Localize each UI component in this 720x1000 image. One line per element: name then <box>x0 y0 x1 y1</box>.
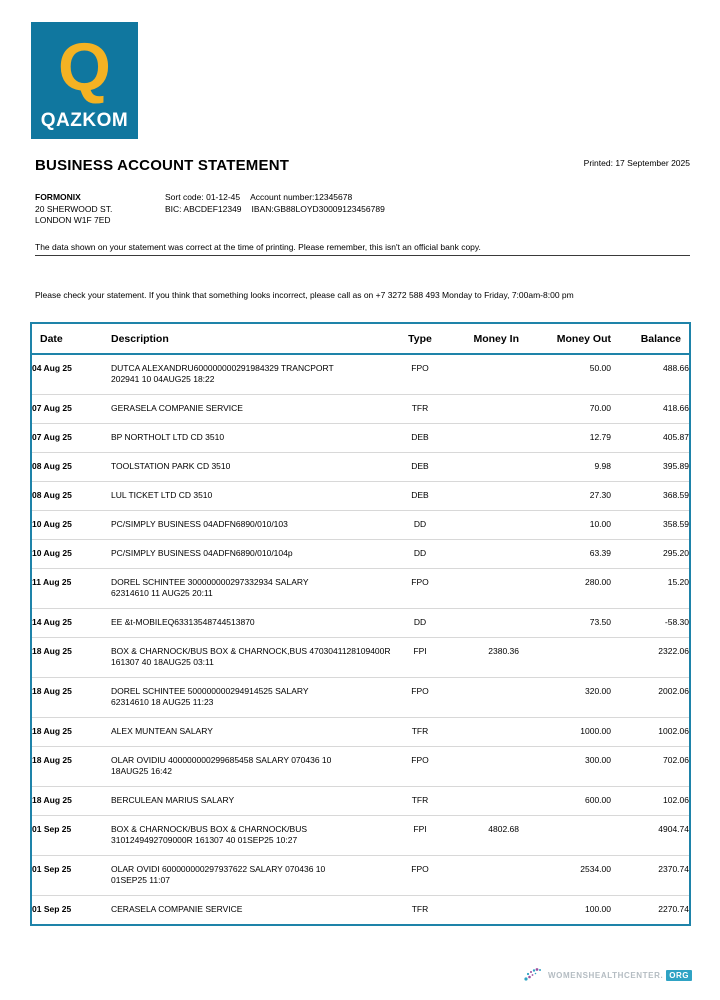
transaction-type: FPO <box>397 354 443 395</box>
transaction-row <box>31 856 690 896</box>
account-holder-name: FORMONIX <box>35 192 81 202</box>
transaction-money-out: 9.98 <box>519 453 611 482</box>
transaction-money-out: 10.00 <box>519 511 611 540</box>
transaction-money-in <box>443 424 519 453</box>
transaction-description-line2: 3101249492709000R 161307 40 01SEP25 10:27 <box>111 835 298 845</box>
transaction-description-line1: EE &t-MOBILEQ63313548744513870 <box>111 617 255 627</box>
transaction-balance: 2322.06 <box>611 638 690 678</box>
transaction-description <box>111 816 397 856</box>
footer-brand <box>523 966 692 984</box>
transaction-description-line2: 62314610 11 AUG25 20:11 <box>111 588 213 598</box>
transaction-balance: 4904.74 <box>611 816 690 856</box>
transaction-date: 18 Aug 25 <box>31 678 111 718</box>
transactions-header <box>31 323 690 354</box>
transactions-body <box>31 354 690 925</box>
transaction-description-line1: GERASELA COMPANIE SERVICE <box>111 403 243 413</box>
transaction-balance: 358.59 <box>611 511 690 540</box>
account-holder-block <box>35 192 112 227</box>
transaction-money-in <box>443 511 519 540</box>
bic: BIC: ABCDEF12349 <box>165 203 242 214</box>
bank-logo-q-icon: Q <box>58 29 111 105</box>
transaction-money-out: 63.39 <box>519 540 611 569</box>
transaction-type: FPI <box>397 816 443 856</box>
transaction-row <box>31 747 690 787</box>
transaction-row <box>31 395 690 424</box>
transaction-description <box>111 482 397 511</box>
transaction-type: DEB <box>397 453 443 482</box>
transaction-date: 08 Aug 25 <box>31 482 111 511</box>
transaction-description-line2: 62314610 18 AUG25 11:23 <box>111 697 214 707</box>
transaction-money-in: 4802.68 <box>443 816 519 856</box>
transaction-type: FPO <box>397 569 443 609</box>
bank-logo-brand: QAZKOM <box>40 110 129 131</box>
transaction-description-line2: 01SEP25 11:07 <box>111 875 170 885</box>
account-number: Account number:12345678 <box>250 192 353 202</box>
transaction-description <box>111 896 397 926</box>
transaction-description-line1: DOREL SCHINTEE 300000000297332934 SALARY <box>111 577 309 587</box>
disclaimer-text: The data shown on your statement was correct at the time of printing. Please remember, this isn't an official bank copy. <box>35 242 481 252</box>
transaction-balance: 2270.74 <box>658 904 689 914</box>
transaction-description <box>111 638 397 678</box>
transaction-date: 07 Aug 25 <box>31 424 111 453</box>
transaction-description <box>111 718 397 747</box>
transaction-balance: 2370.74 <box>611 856 690 896</box>
transaction-type: DD <box>397 511 443 540</box>
transaction-row <box>31 816 690 856</box>
transaction-money-out: 73.50 <box>519 609 611 638</box>
transaction-money-in <box>443 678 519 718</box>
transaction-date: 01 Sep 25 <box>31 856 111 896</box>
transaction-date: 18 Aug 25 <box>31 638 111 678</box>
divider-line <box>35 255 690 256</box>
transaction-date: 11 Aug 25 <box>31 569 111 609</box>
transaction-row <box>31 424 690 453</box>
transaction-money-out: 1000.00 <box>519 718 611 747</box>
transaction-description-line1: LUL TICKET LTD CD 3510 <box>111 490 213 500</box>
transaction-money-in <box>443 787 519 816</box>
sort-code: Sort code: 01-12-45 <box>165 192 241 202</box>
transaction-date: 10 Aug 25 <box>31 540 111 569</box>
transaction-type: FPO <box>397 747 443 787</box>
printed-date: Printed: 17 September 2025 <box>583 158 690 168</box>
transaction-description-line1: PC/SIMPLY BUSINESS 04ADFN6890/010/104p <box>111 548 293 558</box>
bic-iban-line <box>165 204 385 216</box>
transaction-row <box>31 678 690 718</box>
transaction-date: 10 Aug 25 <box>31 511 111 540</box>
transaction-money-in <box>443 747 519 787</box>
transaction-money-in <box>443 609 519 638</box>
account-numbers-block <box>165 192 385 215</box>
transaction-date: 18 Aug 25 <box>31 787 111 816</box>
transaction-balance: 295.20 <box>611 540 690 569</box>
transaction-money-out: 100.00 <box>585 904 611 914</box>
transaction-balance: 405.87 <box>611 424 690 453</box>
transaction-description <box>111 609 397 638</box>
transaction-description <box>111 569 397 609</box>
footer-site-name: WOMENSHEALTHCENTER. <box>548 970 664 980</box>
transaction-money-out <box>519 816 611 856</box>
column-header-date: Date <box>31 323 111 354</box>
support-text: Please check your statement. If you think that something looks incorrect, please call as on +7 3272 588 493 Monday to Friday, 7:00am-8:00 pm <box>35 290 574 300</box>
transaction-money-in <box>443 482 519 511</box>
transaction-money-out: 70.00 <box>519 395 611 424</box>
transaction-description <box>111 747 397 787</box>
transaction-date: 18 Aug 25 <box>31 718 111 747</box>
transaction-row <box>31 540 690 569</box>
column-header-money-out: Money Out <box>519 323 611 354</box>
transaction-money-in <box>443 453 519 482</box>
transaction-money-out: 12.79 <box>519 424 611 453</box>
transaction-description <box>111 856 397 896</box>
bank-logo <box>31 22 138 139</box>
account-address-line2: LONDON W1F 7ED <box>35 215 111 225</box>
transaction-money-in <box>443 395 519 424</box>
transaction-description <box>111 540 397 569</box>
transaction-money-in <box>443 718 519 747</box>
transaction-description <box>111 511 397 540</box>
transaction-description-line2: 202941 10 04AUG25 18:22 <box>111 374 215 384</box>
transaction-description-line1: OLAR OVIDIU 400000000299685458 SALARY 070436 10 <box>111 755 332 765</box>
sort-code-line <box>165 192 385 204</box>
transaction-description-line2: 161307 40 18AUG25 03:11 <box>111 657 214 667</box>
transaction-type: TFR <box>397 395 443 424</box>
transaction-date: 01 Sep 25 <box>32 904 72 914</box>
transaction-description-line1: BP NORTHOLT LTD CD 3510 <box>111 432 225 442</box>
transaction-description-line1: BOX & CHARNOCK/BUS BOX & CHARNOCK/BUS <box>111 824 308 834</box>
transaction-money-in <box>443 354 519 395</box>
transaction-money-in: 2380.36 <box>443 638 519 678</box>
transaction-row <box>31 569 690 609</box>
transaction-description <box>111 787 397 816</box>
transaction-date: 07 Aug 25 <box>31 395 111 424</box>
transaction-description-line1: OLAR OVIDI 600000000297937622 SALARY 070436 10 <box>111 864 326 874</box>
transaction-row <box>31 609 690 638</box>
transaction-balance: 2002.06 <box>611 678 690 718</box>
transaction-type: TFR <box>411 904 429 914</box>
transaction-date: 04 Aug 25 <box>31 354 111 395</box>
transaction-balance: 418.66 <box>611 395 690 424</box>
transaction-row <box>31 638 690 678</box>
transaction-description-line1: DOREL SCHINTEE 500000000294914525 SALARY <box>111 686 309 696</box>
dots-swirl-icon <box>523 966 545 984</box>
transaction-money-out <box>519 638 611 678</box>
transaction-money-in <box>443 569 519 609</box>
transaction-balance: 488.66 <box>611 354 690 395</box>
transactions-table <box>30 322 691 926</box>
column-header-balance: Balance <box>611 323 690 354</box>
transaction-type: DD <box>397 540 443 569</box>
transaction-type: DEB <box>397 482 443 511</box>
transaction-row <box>31 453 690 482</box>
transaction-description-line1: BOX & CHARNOCK/BUS BOX & CHARNOCK,BUS 4703041128109400R <box>111 646 391 656</box>
transaction-money-in <box>443 856 519 896</box>
transaction-row <box>31 787 690 816</box>
iban: IBAN:GB88LOYD30009123456789 <box>251 203 385 214</box>
account-address-line1: 20 SHERWOOD ST. <box>35 203 113 214</box>
transaction-balance: 368.59 <box>611 482 690 511</box>
transaction-type: DD <box>397 609 443 638</box>
transaction-money-in <box>443 896 519 926</box>
transaction-money-out: 280.00 <box>519 569 611 609</box>
transaction-type: FPO <box>397 678 443 718</box>
transaction-description-line2: 18AUG25 16:42 <box>111 766 172 776</box>
transaction-type: FPO <box>397 856 443 896</box>
transaction-money-out: 27.30 <box>519 482 611 511</box>
transaction-date: 18 Aug 25 <box>31 747 111 787</box>
transaction-money-out: 2534.00 <box>519 856 611 896</box>
transaction-description <box>111 453 397 482</box>
transaction-type: TFR <box>397 718 443 747</box>
transaction-type: FPI <box>397 638 443 678</box>
transaction-description-line1: TOOLSTATION PARK CD 3510 <box>111 461 231 471</box>
transaction-description-line1: BERCULEAN MARIUS SALARY <box>111 795 235 805</box>
transaction-description <box>111 424 397 453</box>
transaction-row <box>31 896 690 926</box>
footer-tld-badge: ORG <box>666 970 692 981</box>
transaction-description <box>111 678 397 718</box>
transaction-description-line1: ALEX MUNTEAN SALARY <box>111 726 213 736</box>
transaction-description-line1: CERASELA COMPANIE SERVICE <box>111 904 243 914</box>
transaction-type: TFR <box>397 787 443 816</box>
transaction-balance: 1002.06 <box>611 718 690 747</box>
transaction-date: 14 Aug 25 <box>31 609 111 638</box>
transaction-money-out: 600.00 <box>519 787 611 816</box>
transaction-row <box>31 511 690 540</box>
transaction-money-out: 320.00 <box>519 678 611 718</box>
transaction-balance: 702.06 <box>611 747 690 787</box>
transaction-money-out: 300.00 <box>519 747 611 787</box>
column-header-money-in: Money In <box>443 323 519 354</box>
transaction-money-out: 50.00 <box>519 354 611 395</box>
transaction-balance: -58.30 <box>611 609 690 638</box>
transaction-description-line1: PC/SIMPLY BUSINESS 04ADFN6890/010/103 <box>111 519 288 529</box>
transaction-description-line1: DUTCA ALEXANDRU600000000291984329 TRANCPORT <box>111 363 334 373</box>
transaction-description <box>111 354 397 395</box>
transaction-date: 01 Sep 25 <box>31 816 111 856</box>
transaction-row <box>31 482 690 511</box>
page-title: BUSINESS ACCOUNT STATEMENT <box>35 157 290 174</box>
transaction-row <box>31 718 690 747</box>
transaction-row <box>31 354 690 395</box>
column-header-type: Type <box>397 323 443 354</box>
transaction-balance: 15.20 <box>611 569 690 609</box>
transaction-description <box>111 395 397 424</box>
column-header-description: Description <box>111 323 397 354</box>
transaction-balance: 395.89 <box>611 453 690 482</box>
transaction-type: DEB <box>397 424 443 453</box>
transaction-balance: 102.06 <box>611 787 690 816</box>
transaction-money-in <box>443 540 519 569</box>
transaction-date: 08 Aug 25 <box>31 453 111 482</box>
